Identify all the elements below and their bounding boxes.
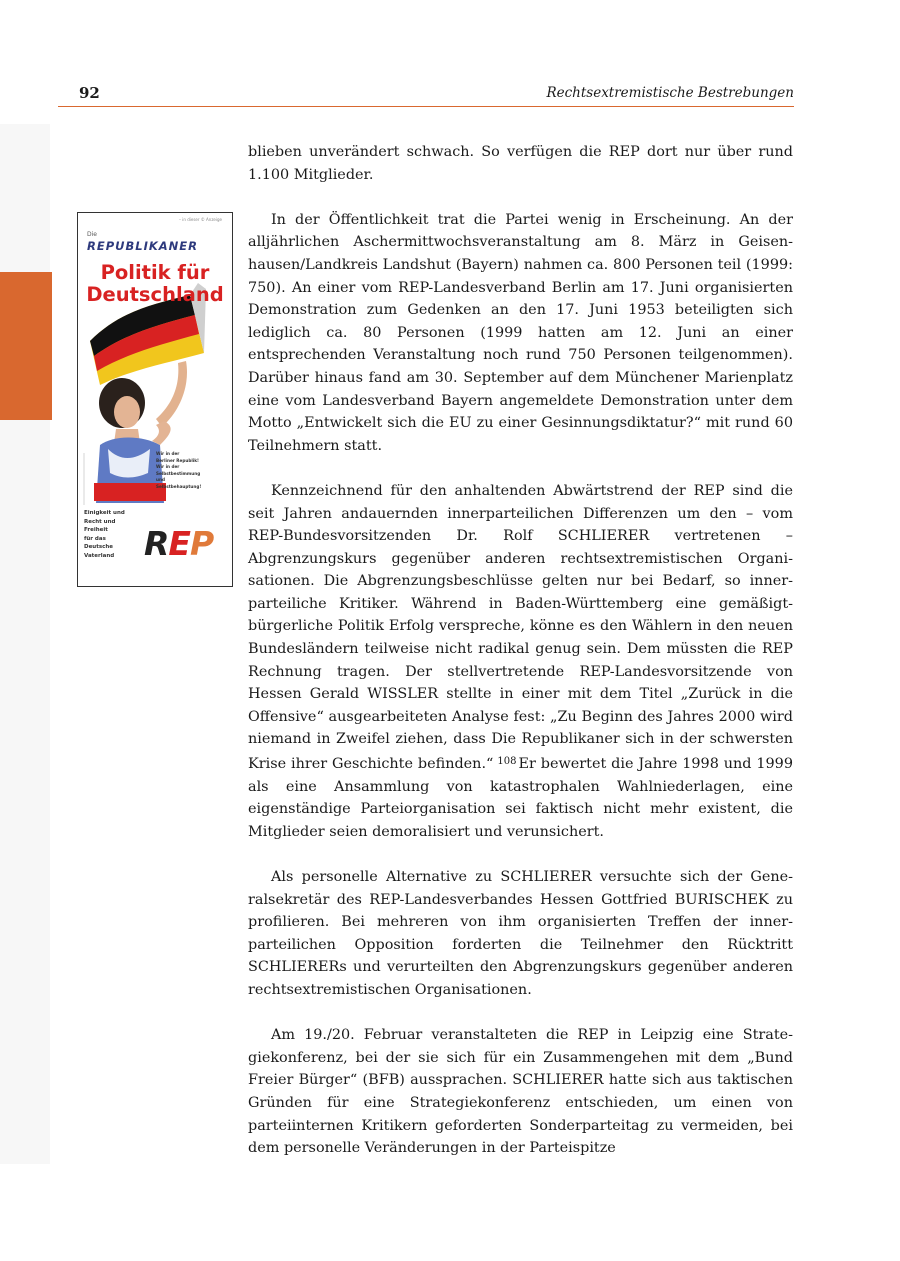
- paragraph: [248, 480, 793, 844]
- paragraph: blieben unverändert schwach. So verfügen die REP dort nur über rund 1.100 Mitglieder.: [248, 144, 793, 183]
- paragraph: Am 19./20. Februar veranstalteten die REP in Leipzig eine Strategiekonferenz, bei der sie sich für ein Zusammengehen mit dem „Bund Freier Bürger“ (BFB) aussprachen. SCHLIERER hatte sich aus taktischen Gründen für eine Strategiekonferenz entschieden, um einen von parteiinternen Kritikern geforderten Sonderparteitag zu vermeiden, bei dem personelle Veränderungen in der Parteispitze: [248, 1027, 793, 1157]
- paragraph-text: Kennzeichnend für den anhaltenden Abwärtstrend der REP sind die seit Jahren andauernden innerparteilichen Differenzen um den – vom REP-Bundesvorsitzenden Dr. Rolf SCHLIERER vertretenen – Abgrenzungskurs gegenüber anderen rechtsextremistischen Organisationen. Die Abgrenzungsbeschlüsse gelten nur bei Bedarf, so innerparteiliche Kritiker. Während in Baden-Württemberg eine gemäßigtbürgerliche Politik Erfolg verspreche, könne es den Wählern in den neuen Bundesländern teilweise nicht radikal genug sein. Dem müssten die REP Rechnung tragen. Der stellvertretende REP-Landesvorsitzende von Hessen Gerald WISSLER stellte in einer mit dem Titel „Zurück in die Offensive“ ausgearbeiteten Analyse fest: „Zu Beginn des Jahres 2000 wird niemand in Zweifel ziehen, dass Die Republikaner sich in der schwersten Krise ihrer Geschichte befinden.“: [248, 482, 793, 773]
- poster-block-line: Deutsche: [84, 544, 114, 551]
- poster-block-line: Recht und: [84, 518, 116, 525]
- footnote-reference: 108: [497, 756, 517, 768]
- header-rule: [58, 106, 794, 107]
- poster-right-line: und: [156, 477, 165, 482]
- paragraph: Als personelle Alternative zu SCHLIERER versuchte sich der Generalsekretär des REP-Landesverbandes Hessen Gottfried BURISCHEK zu profilieren. Bei mehreren von ihm organisierten Treffen der innerparteilichen Opposition forderten die Teilnehmer den Rücktritt SCHLIERERs und verurteilten den Abgrenzungskurs gegenüber anderen rechtsextremistischen Organisationen.: [248, 869, 793, 998]
- running-head: Rechtsextremistische Bestrebungen: [546, 85, 794, 101]
- poster-right-line: Selbstbehauptung!: [156, 483, 202, 489]
- rep-logo-p: P: [189, 524, 214, 563]
- poster-headline-line2: Deutschland: [86, 283, 224, 306]
- poster-headline-line1: Politik für: [100, 261, 210, 284]
- poster-right-line: Wir in der: [156, 451, 180, 456]
- poster-headline: [78, 262, 232, 306]
- poster-block-line: Freiheit: [84, 527, 108, 534]
- paragraph-text: Er bewertet die Jahre 1998 und 1999 als eine Ansammlung von katastrophalen Wahlniederlagen, eine eigenständige Parteiorganisation sei faktisch nicht mehr existent, die Mitglieder seien demoralisiert und verunsichert.: [248, 756, 793, 840]
- poster-fine-print: – in dieser © Anzeige: [179, 217, 222, 222]
- poster-block-line: Einigkeit und: [84, 510, 125, 516]
- rep-logo-r: R: [144, 524, 169, 563]
- poster-slogan-right: [156, 451, 226, 490]
- poster-block-line: Vaterland: [84, 552, 115, 559]
- rep-logo: [144, 524, 214, 563]
- poster-party-name: REPUBLIKANER: [87, 239, 198, 253]
- page-number: 92: [79, 84, 100, 102]
- paragraph: In der Öffentlichkeit trat die Partei wenig in Erscheinung. An der alljährlichen Aschermittwochsveranstaltung am 8. März in Geisenhausen/Landkreis Landshut (Bayern) nahmen ca. 800 Personen teil (1999: 750). An einer vom REP-Landesverband Berlin am 17. Juni organisierten Demonstration zum Gedenken an den 17. Juni 1953 beteiligten sich lediglich ca. 80 Personen (1999 hatten am 12. Juni an einer entsprechenden Veranstaltung noch rund 750 Personen teilgenommen). Darüber hinaus fand am 30. September auf dem Münchener Marienplatz eine vom Landesverband Bayern angemeldete Demonstration unter dem Motto „Entwickelt sich die EU zu einer Gesinnungsdiktatur?“ mit rund 60 Teilnehmern statt.: [248, 211, 793, 454]
- body-text: [248, 141, 793, 1182]
- poster-right-line: Berliner Republik!: [156, 457, 199, 463]
- poster-die-label: Die: [87, 231, 97, 238]
- poster-slogan-block: [84, 509, 140, 561]
- poster-right-line: Wir in der: [156, 464, 180, 469]
- poster-block-line: für das: [84, 535, 106, 542]
- rep-logo-e: E: [168, 524, 190, 563]
- rep-poster-image: [77, 212, 233, 587]
- chapter-tab-marker: [0, 272, 52, 420]
- poster-right-line: Selbstbestimmung: [156, 470, 201, 476]
